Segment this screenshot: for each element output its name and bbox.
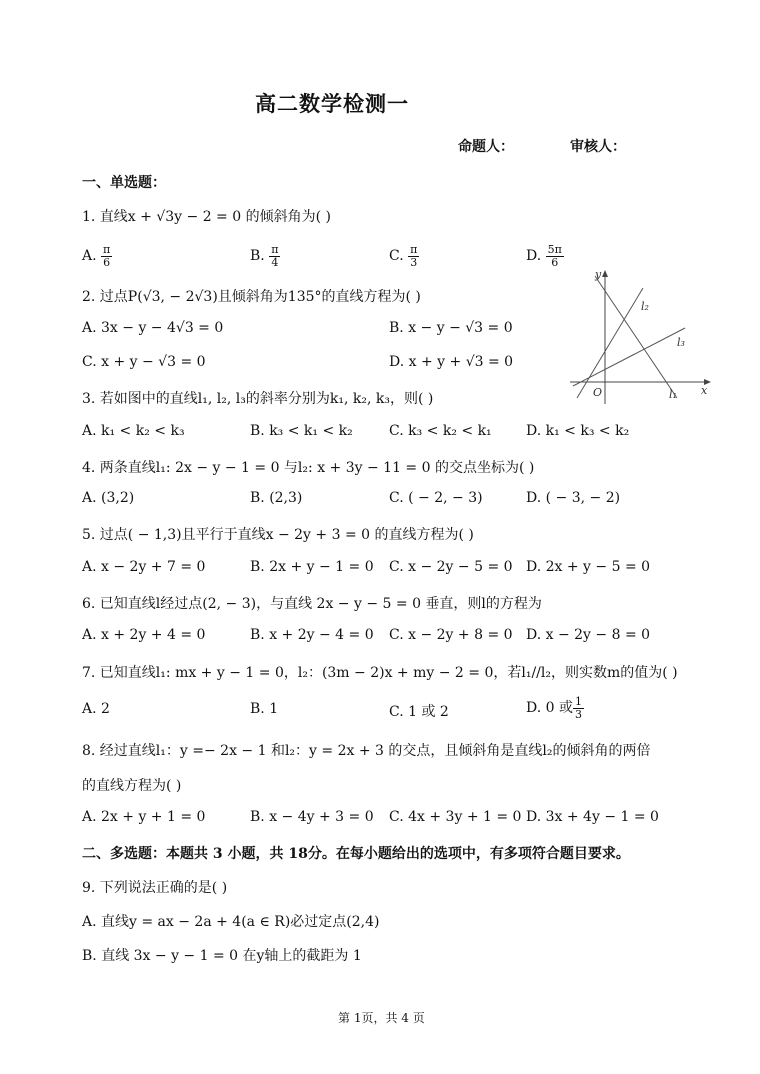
q3-option-d: D. k₁ < k₃ < k₂ (526, 423, 630, 439)
q8-option-a: A. 2x + y + 1 = 0 (82, 809, 206, 825)
q6-option-a: A. x + 2y + 4 = 0 (82, 627, 206, 643)
q1-option-b: B. $\frac{\pi}{4}$ (250, 243, 279, 269)
q6-option-d: D. x − 2y − 8 = 0 (526, 627, 651, 643)
q7-option-b: B. 1 (250, 701, 279, 717)
question-8-continued: 的直线方程为( ) (82, 778, 182, 794)
q3-option-b: B. k₃ < k₁ < k₂ (250, 423, 353, 439)
question-3: 3. 若如图中的直线l₁, l₂, l₃的斜率分别为k₁, k₂, k₃，则( ) (82, 391, 434, 407)
x-axis-label: x (701, 384, 708, 397)
reviewer-label: 审核人： (570, 139, 626, 155)
section-single-choice: 一、单选题： (82, 175, 166, 191)
question-2: 2. 过点P(√3, − 2√3)且倾斜角为135°的直线方程为( ) (82, 289, 421, 305)
q6-option-b: B. x + 2y − 4 = 0 (250, 627, 374, 643)
q3-option-c: C. k₃ < k₂ < k₁ (389, 423, 492, 439)
q5-option-b: B. 2x + y − 1 = 0 (250, 559, 374, 575)
q4-option-c: C. ( − 2, − 3) (389, 490, 483, 506)
q5-option-d: D. 2x + y − 5 = 0 (526, 559, 651, 575)
l2-label: l₂ (641, 300, 649, 313)
q2-option-b: B. x − y − √3 = 0 (389, 320, 513, 336)
q9-option-a: A. 直线y = ax − 2a + 4(a ∈ R)必过定点(2,4) (82, 914, 380, 930)
q2-option-a: A. 3x − y − 4√3 = 0 (82, 320, 224, 336)
q8-option-c: C. 4x + 3y + 1 = 0 (389, 809, 522, 825)
q1-option-c: C. $\frac{\pi}{3}$ (389, 243, 418, 269)
l1-label: l₁ (669, 388, 677, 401)
q4-option-b: B. (2,3) (250, 490, 303, 506)
question-1: 1. 直线x + √3y − 2 = 0 的倾斜角为( ) (82, 209, 331, 225)
q7-option-a: A. 2 (82, 701, 110, 717)
q8-option-d: D. 3x + 4y − 1 = 0 (526, 809, 659, 825)
origin-label: O (593, 386, 603, 399)
question-7: 7. 已知直线l₁: mx + y − 1 = 0，l₂：(3m − 2)x + my − 2 = 0，若l₁//l₂，则实数m的值为( ) (82, 665, 678, 681)
page-footer: 第 1页，共 4 页 (338, 1011, 425, 1025)
q3-option-a: A. k₁ < k₂ < k₃ (82, 423, 185, 439)
q2-option-d: D. x + y + √3 = 0 (389, 354, 514, 370)
question-9: 9. 下列说法正确的是( ) (82, 880, 228, 896)
q5-option-c: C. x − 2y − 5 = 0 (389, 559, 513, 575)
line-l1 (595, 276, 677, 398)
q8-option-b: B. x − 4y + 3 = 0 (250, 809, 374, 825)
q9-option-b: B. 直线 3x − y − 1 = 0 在y轴上的截距为 1 (82, 948, 362, 964)
y-axis-label: y (595, 268, 602, 281)
question-4: 4. 两条直线l₁: 2x − y − 1 = 0 与l₂: x + 3y − 11 = 0 的交点坐标为( ) (82, 460, 535, 476)
proposer-label: 命题人： (458, 139, 514, 155)
question-6: 6. 已知直线l经过点(2, − 3)，与直线 2x − y − 5 = 0 垂直，则l的方程为 (82, 596, 542, 612)
q2-option-c: C. x + y − √3 = 0 (82, 354, 206, 370)
q6-option-c: C. x − 2y + 8 = 0 (389, 627, 513, 643)
q5-option-a: A. x − 2y + 7 = 0 (82, 559, 206, 575)
question-5: 5. 过点( − 1,3)且平行于直线x − 2y + 3 = 0 的直线方程为( ) (82, 527, 474, 543)
lines-figure (565, 266, 715, 406)
line-l3 (573, 328, 685, 386)
q1-option-d: D. $\frac{5\pi}{6}$ (526, 243, 562, 269)
l3-label: l₃ (677, 336, 685, 349)
q4-option-a: A. (3,2) (82, 490, 135, 506)
question-8: 8. 经过直线l₁：y =− 2x − 1 和l₂：y = 2x + 3 的交点，且倾斜角是直线l₂的倾斜角的两倍 (82, 743, 651, 759)
q1-option-a: A. $\frac{\pi}{6}$ (82, 243, 111, 269)
q4-option-d: D. ( − 3, − 2) (526, 490, 621, 506)
page-title: 高二数学检测一 (255, 91, 409, 116)
section-multiple-choice: 二、多选题：本题共 3 小题，共 18分。在每小题给出的选项中，有多项符合题目要求。 (82, 846, 630, 862)
q7-option-d: D. 0 或 $\frac{1}{3}$ (526, 695, 582, 721)
q7-option-c: C. 1 或 2 (389, 704, 449, 720)
